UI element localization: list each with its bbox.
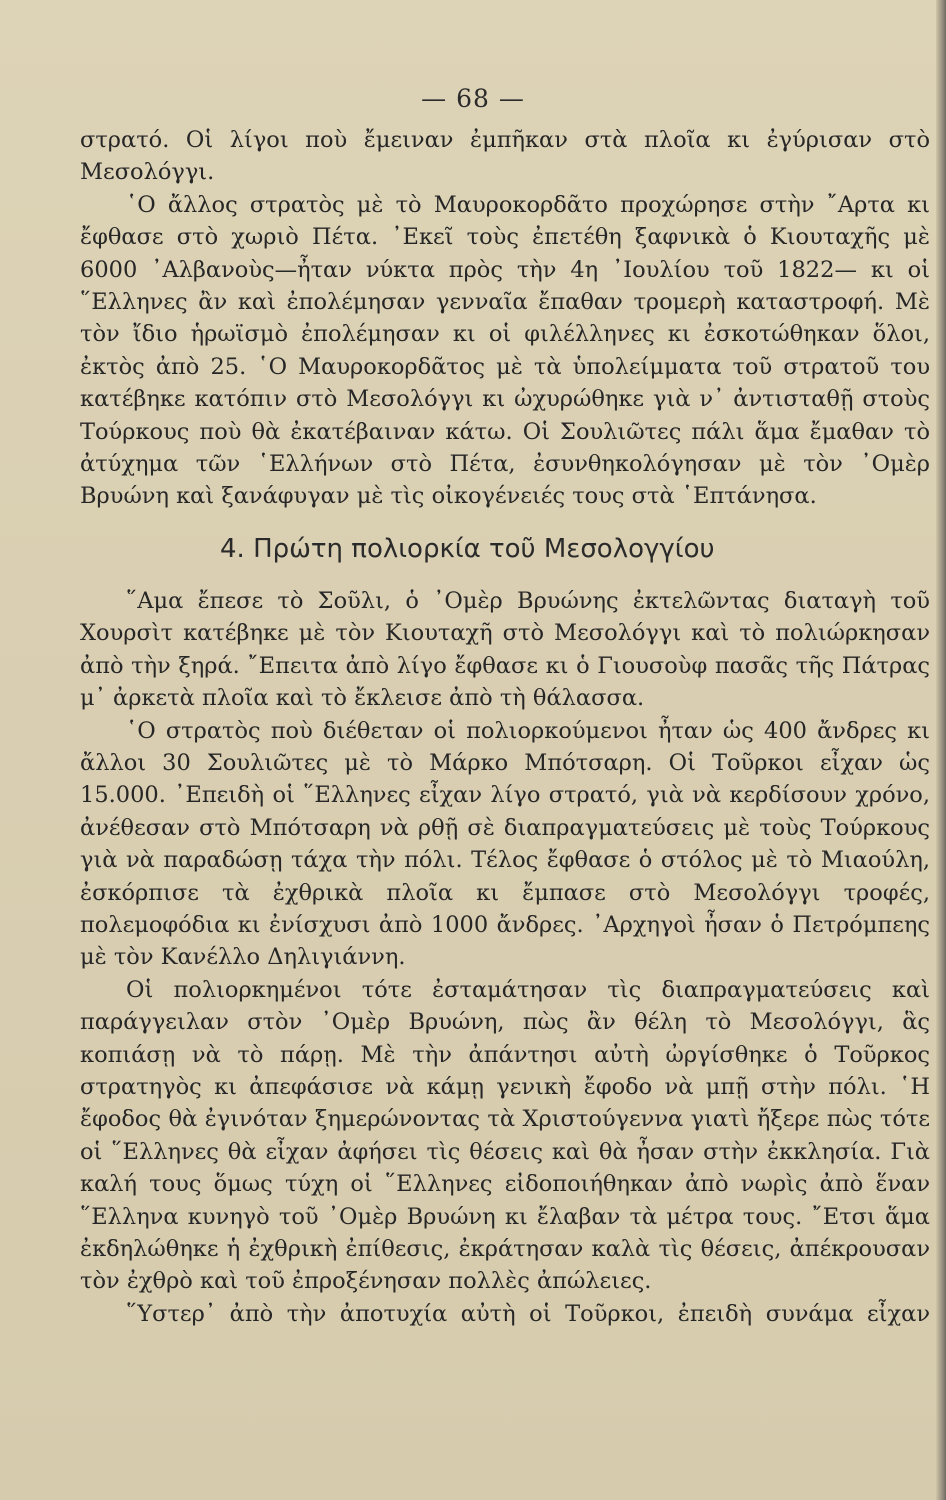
paragraph-christmas-assault: Οἱ πολιορκημένοι τότε ἐσταμάτησαν τὶς διαπραγματεύσεις καὶ παράγγειλαν στὸν ᾽Ομὲρ Βρυώνη, πὼς ἂν θέλη τὸ Μεσολόγγι, ἃς κοπιάσῃ νὰ τὸ πάρῃ. Μὲ τὴν ἀπάντησι αὐτὴ ὠργίσθηκε ὁ Τοῦρκος στρατηγὸς κι ἀπεφάσισε νὰ κάμῃ γενικὴ ἔφοδο νὰ μπῇ στὴν πόλι. ῾Η ἔφοδος θὰ ἐγινόταν ξημερώνοντας τὰ Χριστούγεννα γιατὶ ἤξερε πὼς τότε οἱ ῞Ελληνες θὰ εἶχαν ἀφήσει τὶς θέσεις καὶ θὰ ἦσαν στὴν ἐκκλησία. Γιὰ καλή τους ὅμως τύχη οἱ ῞Ελληνες εἰδοποιήθηκαν ἀπὸ νωρὶς ἀπὸ ἕναν ῞Ελληνα κυνηγὸ τοῦ ᾽Ομὲρ Βρυώνη κι ἔλαβαν τὰ μέτρα τους. ῎Ετσι ἅμα ἐκδηλώθηκε ἡ ἐχθρικὴ ἐπίθεσις, ἐκράτησαν καλὰ τὶς θέσεις, ἀπέκρουσαν τὸν ἐχθρὸ καὶ τοῦ ἐπροξένησαν πολλὲς ἀπώλειες. [80,976,930,1295]
continued-paragraph: στρατό. Οἱ λίγοι ποὺ ἔμειναν ἐμπῆκαν στὰ πλοῖα κι ἐγύρισαν στὸ Μεσολόγγι. [80,127,930,186]
page-edge-shadow [936,0,946,1500]
section-heading: 4. Πρώτη πολιορκία τοῦ Μεσολογγίου [220,533,715,564]
paragraph-defenders: ῾Ο στρατὸς ποὺ διέθεταν οἱ πολιορκούμενοι ἦταν ὡς 400 ἄνδρες κι ἄλλοι 30 Σουλιῶτες μὲ τὸ Μάρκο Μπότσαρη. Οἱ Τοῦρκοι εἶχαν ὡς 15.000. ᾽Επειδὴ οἱ ῞Ελληνες εἶχαν λίγο στρατό, γιὰ νὰ κερδίσουν χρόνο, ἀνέθεσαν στὸ Μπότσαρη νὰ ρθῇ σὲ διαπραγματεύσεις μὲ τοὺς Τούρκους γιὰ νὰ παραδώσῃ τάχα τὴν πόλι. Τέλος ἔφθασε ὁ στόλος μὲ τὸ Μιαούλη, ἐσκόρπισε τὰ ἐχθρικὰ πλοῖα κι ἔμπασε στὸ Μεσολόγγι τροφές, πολεμοφόδια κι ἐνίσχυσι ἀπὸ 1000 ἄνδρες. ᾽Αρχηγοὶ ἦσαν ὁ Πετρόμπεης μὲ τὸν Κανέλλο Δηλιγιάννη. [80,717,930,971]
paragraph-siege-start: ῞Αμα ἔπεσε τὸ Σοῦλι, ὁ ᾽Ομὲρ Βρυώνης ἐκτελῶντας διαταγὴ τοῦ Χουρσὶτ κατέβηκε μὲ τὸν Κιουταχῆ στὸ Μεσολόγγι καὶ τὸ πολιώρκησαν ἀπὸ τὴν ξηρά. ῎Επειτα ἀπὸ λίγο ἔφθασε κι ὁ Γιουσοὺφ πασᾶς τῆς Πάτρας μ᾽ ἀρκετὰ πλοῖα καὶ τὸ ἔκλεισε ἀπὸ τὴ θάλασσα. [80,587,930,712]
body-text [80,124,930,1330]
paragraph-aftermath: ῞Υστερ᾽ ἀπὸ τὴν ἀποτυχία αὐτὴ οἱ Τοῦρκοι, ἐπειδὴ συνάμα εἶχαν [126,1300,930,1327]
page-number: — 68 — [421,84,525,113]
paragraph-arta-peta: ῾Ο ἄλλος στρατὸς μὲ τὸ Μαυροκορδᾶτο προχώρησε στὴν ῎Αρτα κι ἔφθασε στὸ χωριὸ Πέτα. ᾽Εκεῖ τοὺς ἐπετέθη ξαφνικὰ ὁ Κιουταχῆς μὲ 6000 ᾽Αλβανοὺς—ἦταν νύκτα πρὸς τὴν 4η ᾽Ιουλίου τοῦ 1822— κι οἱ ῞Ελληνες ἂν καὶ ἐπολέμησαν γενναῖα ἔπαθαν τρομερὴ καταστροφή. Μὲ τὸν ἴδιο ἡρωϊσμὸ ἐπολέμησαν κι οἱ φιλέλληνες κι ἐσκοτώθηκαν ὅλοι, ἐκτὸς ἀπὸ 25. ῾Ο Μαυροκορδᾶτος μὲ τὰ ὑπολείμματα τοῦ στρατοῦ του κατέβηκε κατόπιν στὸ Μεσολόγγι κι ὠχυρώθηκε γιὰ ν᾽ ἀντισταθῇ στοὺς Τούρκους ποὺ θὰ ἐκατέβαιναν κάτω. Οἱ Σουλιῶτες πάλι ἅμα ἔμαθαν τὸ ἀτύχημα τῶν ῾Ελλήνων στὸ Πέτα, ἐσυνθηκολόγησαν μὲ τὸν ᾽Ομὲρ Βρυώνη καὶ ξανάφυγαν μὲ τὶς οἰκογένειές τους στὰ ῾Επτάνησα. [80,191,930,510]
